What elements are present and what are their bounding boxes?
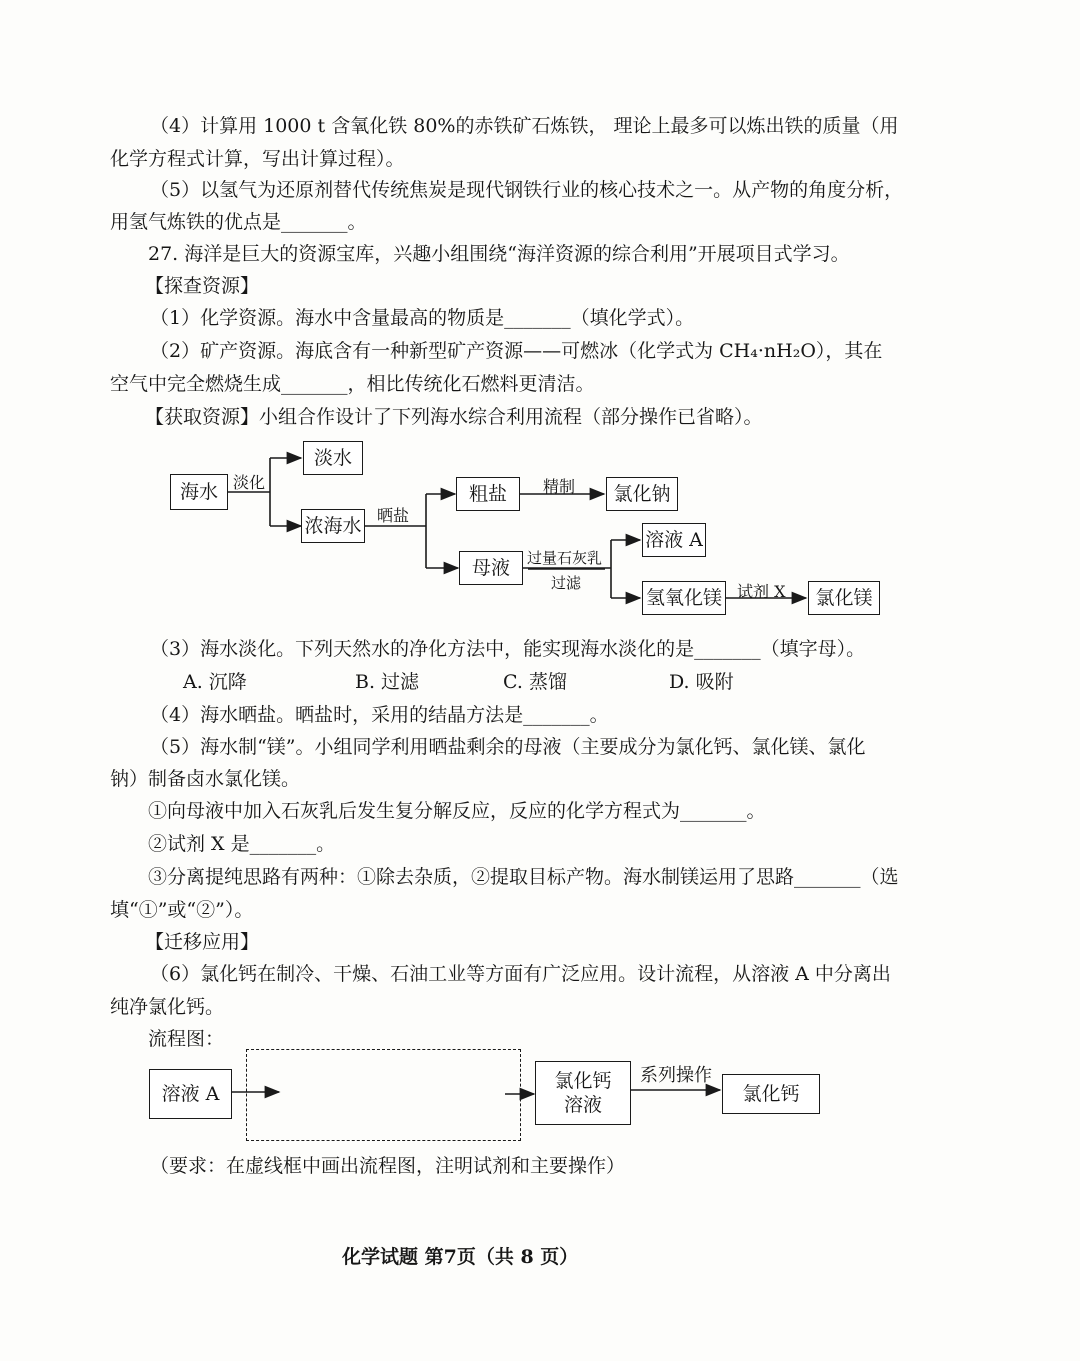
sodium-chloride-label: 氯化钠 [613,483,671,505]
fresh-water-label: 淡水 [313,447,352,469]
calcium-chloride-solution-line1: 氯化钙 [554,1070,612,1092]
mother-liquor-label: 母液 [471,557,510,579]
flow2-solution-a-label: 溶液 A [161,1083,220,1105]
q27-part5-step3-line1: ③分离提纯思路有两种：①除去杂质，②提取目标产物。海水制镁运用了思路_______（选 [148,866,899,888]
section-transfer-application: 【迁移应用】 [145,931,260,953]
q27-part6-line2: 纯净氯化钙。 [110,996,225,1018]
concentrated-seawater-label: 浓海水 [304,515,362,537]
q27-part4: （4）海水晒盐。晒盐时，采用的结晶方法是_______。 [150,704,609,726]
section-obtain-resources: 【获取资源】小组合作设计了下列海水综合利用流程（部分操作已省略）。 [145,406,763,428]
reagent-x-label: 试剂 X [737,582,786,601]
magnesium-chloride-label: 氯化镁 [815,587,873,609]
calcium-chloride-box [722,1074,820,1114]
excess-lime-label: 过量石灰乳 [527,549,603,567]
q27-part5-step3-line2: 填“①”或“②”）。 [110,899,254,921]
calcium-chloride-solution-line2: 溶液 [563,1094,602,1116]
q26-part5-line2: 用氢气炼铁的优点是_______。 [110,211,367,233]
seawater-label: 海水 [179,481,218,503]
q27-part5-line1: （5）海水制“镁”。小组同学利用晒盐剩余的母液（主要成分为氯化钙、氯化镁、氯化 [150,736,866,758]
solution-a-label: 溶液 A [645,529,703,551]
evaporation-label: 晒盐 [377,506,410,525]
calcium-chloride-label: 氯化钙 [742,1083,800,1105]
section-explore-resources: 【探查资源】 [145,275,260,297]
q27-part6-line1: （6）氯化钙在制冷、干燥、石油工业等方面有广泛应用。设计流程，从溶液 A 中分离出 [150,963,891,985]
page-footer: 化学试题 第7页（共 8 页） [342,1246,579,1268]
series-operations-label: 系列操作 [640,1065,712,1086]
filtration-label: 过滤 [551,574,582,592]
desalination-label: 淡化 [233,473,266,492]
q26-part5-line1: （5）以氢气为还原剂替代传统焦炭是现代钢铁行业的核心技术之一。从产物的角度分析， [150,179,904,201]
q27-part5-step1: ①向母液中加入石灰乳后发生复分解反应，反应的化学方程式为_______。 [148,800,766,822]
q27-part2-line1: （2）矿产资源。海底含有一种新型矿产资源——可燃冰（化学式为 CH₄·nH₂O），其在 [150,340,883,362]
option-a: A. 沉降 [183,671,247,693]
q27-part2-line2: 空气中完全燃烧生成_______，相比传统化石燃料更清洁。 [110,373,595,395]
crude-salt-label: 粗盐 [468,483,507,505]
refine-label: 精制 [543,477,576,496]
option-d: D. 吸附 [669,671,734,693]
q27-part1: （1）化学资源。海水中含量最高的物质是_______（填化学式）。 [150,307,695,329]
option-b: B. 过滤 [355,671,420,693]
q26-part4-line2: 化学方程式计算，写出计算过程）。 [110,148,405,170]
q27-part5-step2: ②试剂 X 是_______。 [148,833,336,855]
magnesium-hydroxide-label: 氢氧化镁 [645,587,722,609]
q26-part4-line1: （4）计算用 1000 t 含氧化铁 80%的赤铁矿石炼铁， 理论上最多可以炼出铁的质量（用 [150,115,899,137]
q27-part5-line2: 钠）制备卤水氯化镁。 [110,768,301,790]
flow2-solution-a-box [149,1069,232,1119]
option-c: C. 蒸馏 [503,671,567,693]
q27-intro: 27. 海洋是巨大的资源宝库，兴趣小组围绕“海洋资源的综合利用”开展项目式学习。 [148,243,850,265]
calcium-chloride-solution-box [535,1061,631,1125]
flow-chart-label: 流程图： [148,1028,225,1050]
q27-part3: （3）海水淡化。下列天然水的净化方法中，能实现海水淡化的是_______（填字母）。 [150,638,866,660]
answer-dashed-box[interactable] [246,1049,521,1141]
requirement-note: （要求：在虚线框中画出流程图，注明试剂和主要操作） [150,1155,626,1177]
